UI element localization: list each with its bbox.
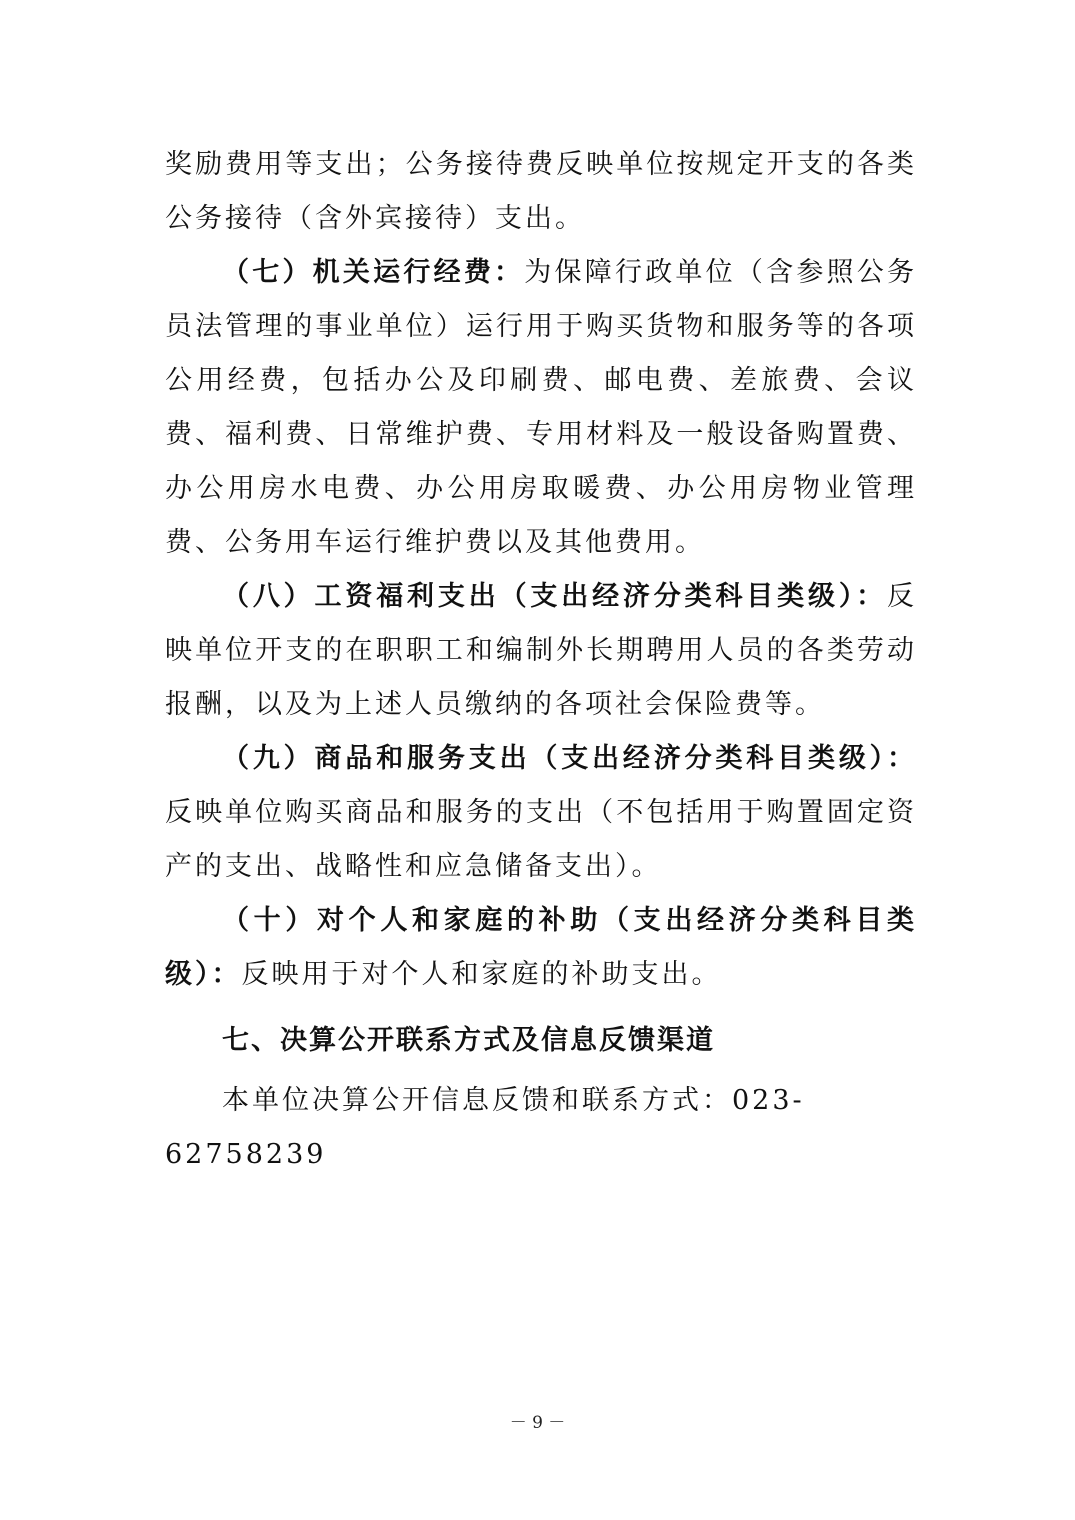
paragraph-text: 反映用于对个人和家庭的补助支出。 <box>241 959 722 990</box>
paragraph-text: 奖励费用等支出；公务接待费反映单位按规定开支的各类公务接待（含外宾接待）支出。 <box>165 149 917 234</box>
paragraph-text: 反映单位开支的在职职工和编制外长期聘用人员的各类劳动报酬，以及为上述人员缴纳的各项社会保险费等。 <box>165 581 917 720</box>
paragraph-operating-expenses <box>165 246 917 570</box>
paragraph-salary-welfare <box>165 570 917 732</box>
page-number: － 9 － <box>509 1413 566 1433</box>
paragraph-continuation <box>165 138 917 246</box>
paragraph-lead: （九）商品和服务支出（支出经济分类科目类级）： <box>222 743 917 774</box>
paragraph-lead: （八）工资福利支出（支出经济分类科目类级）： <box>222 581 887 612</box>
section-heading: 七、决算公开联系方式及信息反馈渠道 <box>222 1025 715 1056</box>
paragraph-lead: （十）对个人和家庭的补助（支出经济分类科目类级）： <box>165 905 917 990</box>
paragraph-household-subsidy <box>165 894 917 1002</box>
document-body <box>165 138 917 1182</box>
contact-line: 本单位决算公开信息反馈和联系方式：023-62758239 <box>165 1085 805 1170</box>
paragraph-text: 反映单位购买商品和服务的支出（不包括用于购置固定资产的支出、战略性和应急储备支出）。 <box>165 797 917 882</box>
paragraph-goods-services <box>165 732 917 894</box>
paragraph-lead: （七）机关运行经费： <box>222 257 525 288</box>
paragraph-text: 为保障行政单位（含参照公务员法管理的事业单位）运行用于购买货物和服务等的各项公用经费，包括办公及印刷费、邮电费、差旅费、会议费、福利费、日常维护费、专用材料及一般设备购置费、办公用房水电费、办公用房取暖费、办公用房物业管理费、公务用车运行维护费以及其他费用。 <box>165 257 918 558</box>
